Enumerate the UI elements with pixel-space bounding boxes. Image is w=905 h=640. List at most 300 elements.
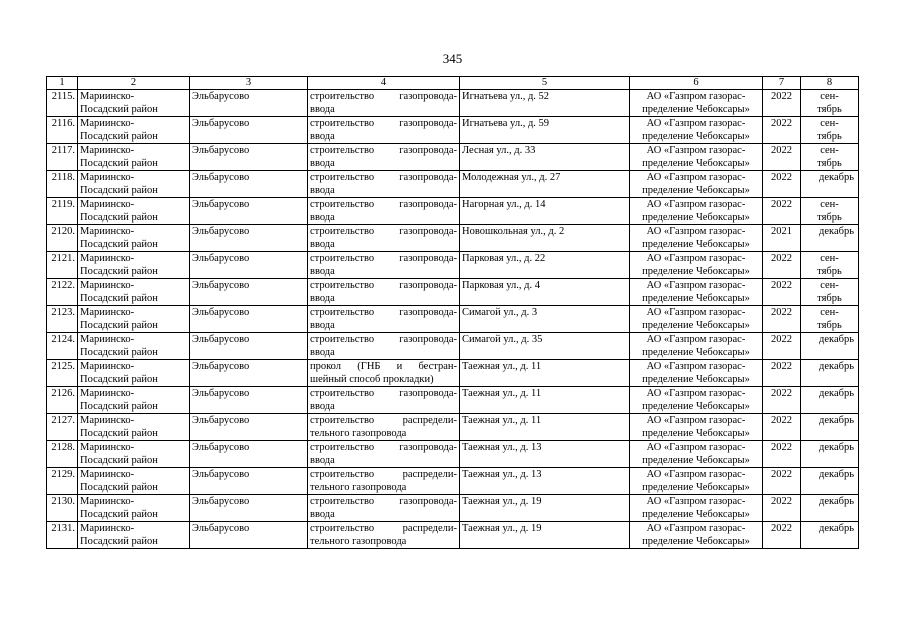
organization-cell (630, 333, 763, 360)
row-number-cell (47, 117, 78, 144)
settlement-name: Эльбарусово (192, 334, 250, 345)
year-value: 2022 (771, 253, 792, 264)
address-text: Игнатьева ул., д. 52 (462, 91, 550, 102)
district-text-line: Мариинско- (80, 91, 135, 102)
work-type-cell (308, 225, 460, 252)
organization-cell (630, 387, 763, 414)
month-line: сен- (820, 253, 839, 264)
work-type-line: прокол (ГНБ и бестран- (310, 361, 457, 372)
district-text-line: Мариинско- (80, 172, 135, 183)
organization-cell (630, 144, 763, 171)
organization-line: пределение Чебоксары» (642, 239, 750, 250)
district-text-line: Посадский район (80, 212, 158, 223)
work-type-line: ввода (310, 158, 335, 169)
address-cell (460, 198, 630, 225)
district-text-line: Мариинско- (80, 253, 135, 264)
district-text-line: Посадский район (80, 401, 158, 412)
organization-line: пределение Чебоксары» (642, 185, 750, 196)
year-cell (763, 171, 801, 198)
settlement-cell (190, 117, 308, 144)
month-line: сен- (820, 91, 839, 102)
settlement-cell (190, 252, 308, 279)
district-text-line: Мариинско- (80, 496, 135, 507)
row-number-cell (47, 360, 78, 387)
address-text: Игнатьева ул., д. 59 (462, 118, 550, 129)
work-type-line: ввода (310, 401, 335, 412)
organization-line: пределение Чебоксары» (642, 104, 750, 115)
year-value: 2022 (771, 199, 792, 210)
district-text-line: Мариинско- (80, 226, 135, 237)
address-text: Симагой ул., д. 3 (462, 307, 538, 318)
settlement-name: Эльбарусово (192, 253, 250, 264)
settlement-cell (190, 387, 308, 414)
year-value: 2022 (771, 172, 792, 183)
row-number: 2115. (51, 91, 75, 102)
year-value: 2022 (771, 361, 792, 372)
work-type-cell (308, 306, 460, 333)
month-line: сен- (820, 145, 839, 156)
organization-line: пределение Чебоксары» (642, 482, 750, 493)
row-number: 2118. (51, 172, 75, 183)
organization-line: пределение Чебоксары» (642, 455, 750, 466)
organization-line: АО «Газпром газорас- (646, 442, 746, 453)
settlement-name: Эльбарусово (192, 172, 250, 183)
work-type-line: строительство газопровода- (310, 253, 457, 264)
organization-line: АО «Газпром газорас- (646, 307, 746, 318)
organization-cell (630, 495, 763, 522)
month-cell (801, 198, 859, 225)
month-line: декабрь (819, 469, 854, 480)
district-text-line: Мариинско- (80, 145, 135, 156)
row-number-cell (47, 495, 78, 522)
year-value: 2022 (771, 469, 792, 480)
month-cell (801, 144, 859, 171)
district-cell (78, 252, 190, 279)
organization-cell (630, 441, 763, 468)
month-line: тябрь (817, 293, 842, 304)
month-line: сен- (820, 307, 839, 318)
column-number: 7 (763, 77, 801, 90)
work-type-line: строительство газопровода- (310, 172, 457, 183)
work-type-cell (308, 522, 460, 549)
settlement-name: Эльбарусово (192, 361, 250, 372)
settlement-name: Эльбарусово (192, 523, 250, 534)
district-cell (78, 144, 190, 171)
month-cell (801, 117, 859, 144)
month-cell (801, 522, 859, 549)
organization-line: пределение Чебоксары» (642, 374, 750, 385)
row-number-cell (47, 414, 78, 441)
organization-line: АО «Газпром газорас- (646, 280, 746, 291)
district-text-line: Посадский район (80, 239, 158, 250)
month-cell (801, 279, 859, 306)
row-number-cell (47, 90, 78, 117)
month-line: тябрь (817, 158, 842, 169)
district-cell (78, 387, 190, 414)
organization-cell (630, 279, 763, 306)
work-type-cell (308, 279, 460, 306)
month-cell (801, 252, 859, 279)
district-text-line: Посадский район (80, 428, 158, 439)
district-text-line: Посадский район (80, 131, 158, 142)
year-cell (763, 441, 801, 468)
settlement-name: Эльбарусово (192, 415, 250, 426)
district-cell (78, 90, 190, 117)
organization-line: АО «Газпром газорас- (646, 145, 746, 156)
work-type-line: шейный способ прокладки) (310, 374, 434, 385)
month-cell (801, 360, 859, 387)
table-row (47, 414, 859, 441)
settlement-cell (190, 306, 308, 333)
month-cell (801, 468, 859, 495)
month-line: тябрь (817, 104, 842, 115)
settlement-name: Эльбарусово (192, 145, 250, 156)
district-text-line: Посадский район (80, 482, 158, 493)
district-text-line: Посадский район (80, 266, 158, 277)
district-cell (78, 495, 190, 522)
month-line: декабрь (819, 523, 854, 534)
organization-cell (630, 117, 763, 144)
organization-cell (630, 90, 763, 117)
work-type-cell (308, 144, 460, 171)
row-number: 2119. (51, 199, 75, 210)
address-text: Нагорная ул., д. 14 (462, 199, 546, 210)
organization-cell (630, 171, 763, 198)
work-type-line: ввода (310, 185, 335, 196)
work-type-line: строительство газопровода- (310, 388, 457, 399)
year-value: 2022 (771, 307, 792, 318)
district-text-line: Мариинско- (80, 307, 135, 318)
work-type-cell (308, 117, 460, 144)
organization-line: пределение Чебоксары» (642, 212, 750, 223)
work-type-cell (308, 387, 460, 414)
row-number-cell (47, 279, 78, 306)
address-text: Парковая ул., д. 22 (462, 253, 546, 264)
month-line: декабрь (819, 442, 854, 453)
year-value: 2022 (771, 334, 792, 345)
month-line: тябрь (817, 212, 842, 223)
row-number-cell (47, 144, 78, 171)
organization-line: АО «Газпром газорас- (646, 199, 746, 210)
settlement-cell (190, 414, 308, 441)
organization-line: АО «Газпром газорас- (646, 469, 746, 480)
organization-cell (630, 252, 763, 279)
row-number: 2120. (51, 226, 75, 237)
year-value: 2022 (771, 496, 792, 507)
address-cell (460, 468, 630, 495)
table-row (47, 252, 859, 279)
month-line: декабрь (819, 334, 854, 345)
settlement-name: Эльбарусово (192, 307, 250, 318)
table-row (47, 495, 859, 522)
row-number-cell (47, 252, 78, 279)
month-line: декабрь (819, 361, 854, 372)
district-text-line: Посадский район (80, 320, 158, 331)
settlement-cell (190, 360, 308, 387)
year-value: 2022 (771, 280, 792, 291)
work-type-line: строительство газопровода- (310, 199, 457, 210)
row-number-cell (47, 387, 78, 414)
address-cell (460, 360, 630, 387)
settlement-cell (190, 495, 308, 522)
row-number: 2128. (51, 442, 75, 453)
month-line: декабрь (819, 388, 854, 399)
settlement-cell (190, 468, 308, 495)
work-type-line: ввода (310, 320, 335, 331)
address-text: Таежная ул., д. 13 (462, 469, 542, 480)
column-number-row (47, 77, 859, 90)
district-cell (78, 414, 190, 441)
address-text: Лесная ул., д. 33 (462, 145, 536, 156)
district-cell (78, 171, 190, 198)
work-type-line: ввода (310, 104, 335, 115)
address-text: Парковая ул., д. 4 (462, 280, 540, 291)
address-cell (460, 387, 630, 414)
row-number: 2131. (51, 523, 75, 534)
work-type-cell (308, 252, 460, 279)
settlement-cell (190, 333, 308, 360)
district-text-line: Мариинско- (80, 280, 135, 291)
row-number: 2123. (51, 307, 75, 318)
table-row (47, 522, 859, 549)
organization-line: АО «Газпром газорас- (646, 361, 746, 372)
organization-cell (630, 522, 763, 549)
district-text-line: Посадский район (80, 104, 158, 115)
work-type-line: строительство распредели- (310, 415, 457, 426)
district-cell (78, 441, 190, 468)
table-row (47, 171, 859, 198)
month-line: тябрь (817, 320, 842, 331)
row-number: 2121. (51, 253, 75, 264)
work-type-line: строительство газопровода- (310, 307, 457, 318)
table-row (47, 144, 859, 171)
organization-line: пределение Чебоксары» (642, 401, 750, 412)
work-type-line: строительство газопровода- (310, 145, 457, 156)
organization-line: пределение Чебоксары» (642, 347, 750, 358)
organization-line: АО «Газпром газорас- (646, 226, 746, 237)
organization-cell (630, 306, 763, 333)
month-line: тябрь (817, 266, 842, 277)
address-cell (460, 252, 630, 279)
organization-line: пределение Чебоксары» (642, 293, 750, 304)
column-number: 5 (460, 77, 630, 90)
month-line: декабрь (819, 172, 854, 183)
year-cell (763, 495, 801, 522)
district-text-line: Мариинско- (80, 469, 135, 480)
district-cell (78, 360, 190, 387)
district-text-line: Посадский район (80, 509, 158, 520)
year-cell (763, 468, 801, 495)
district-text-line: Мариинско- (80, 388, 135, 399)
organization-cell (630, 468, 763, 495)
address-cell (460, 522, 630, 549)
settlement-name: Эльбарусово (192, 91, 250, 102)
year-value: 2022 (771, 442, 792, 453)
district-cell (78, 198, 190, 225)
district-text-line: Посадский район (80, 374, 158, 385)
year-cell (763, 306, 801, 333)
organization-cell (630, 414, 763, 441)
year-cell (763, 117, 801, 144)
district-text-line: Посадский район (80, 293, 158, 304)
column-number: 1 (47, 77, 78, 90)
organization-cell (630, 225, 763, 252)
settlement-name: Эльбарусово (192, 469, 250, 480)
year-value: 2022 (771, 415, 792, 426)
address-cell (460, 333, 630, 360)
organization-line: АО «Газпром газорас- (646, 91, 746, 102)
work-type-line: ввода (310, 266, 335, 277)
row-number-cell (47, 225, 78, 252)
address-text: Таежная ул., д. 19 (462, 523, 542, 534)
work-type-cell (308, 198, 460, 225)
work-type-cell (308, 333, 460, 360)
work-type-line: строительство газопровода- (310, 226, 457, 237)
address-cell (460, 414, 630, 441)
address-text: Таежная ул., д. 11 (462, 361, 542, 372)
settlement-name: Эльбарусово (192, 442, 250, 453)
settlement-cell (190, 441, 308, 468)
year-cell (763, 522, 801, 549)
address-cell (460, 495, 630, 522)
settlement-cell (190, 225, 308, 252)
year-cell (763, 333, 801, 360)
year-value: 2022 (771, 523, 792, 534)
settlement-name: Эльбарусово (192, 388, 250, 399)
work-type-line: тельного газопровода (310, 428, 407, 439)
work-type-line: строительство газопровода- (310, 280, 457, 291)
organization-line: АО «Газпром газорас- (646, 118, 746, 129)
address-text: Новошкольная ул., д. 2 (462, 226, 565, 237)
district-cell (78, 306, 190, 333)
address-text: Молодежная ул., д. 27 (462, 172, 561, 183)
year-cell (763, 90, 801, 117)
row-number-cell (47, 522, 78, 549)
row-number: 2130. (51, 496, 75, 507)
work-type-line: строительство газопровода- (310, 442, 457, 453)
row-number: 2116. (51, 118, 75, 129)
column-number: 2 (78, 77, 190, 90)
district-cell (78, 522, 190, 549)
settlement-name: Эльбарусово (192, 280, 250, 291)
organization-line: пределение Чебоксары» (642, 536, 750, 547)
district-cell (78, 225, 190, 252)
district-cell (78, 117, 190, 144)
year-cell (763, 387, 801, 414)
table-row (47, 90, 859, 117)
year-value: 2021 (771, 226, 792, 237)
month-line: сен- (820, 199, 839, 210)
work-type-line: строительство газопровода- (310, 91, 457, 102)
table-row (47, 117, 859, 144)
table-row (47, 387, 859, 414)
settlement-name: Эльбарусово (192, 496, 250, 507)
column-number: 3 (190, 77, 308, 90)
month-cell (801, 441, 859, 468)
work-type-line: тельного газопровода (310, 536, 407, 547)
table-row (47, 198, 859, 225)
district-text-line: Мариинско- (80, 523, 135, 534)
work-type-cell (308, 441, 460, 468)
work-type-line: строительство распредели- (310, 469, 457, 480)
address-text: Таежная ул., д. 11 (462, 388, 542, 399)
work-type-cell (308, 360, 460, 387)
year-cell (763, 360, 801, 387)
row-number-cell (47, 306, 78, 333)
work-type-cell (308, 90, 460, 117)
organization-line: АО «Газпром газорас- (646, 172, 746, 183)
settlement-name: Эльбарусово (192, 199, 250, 210)
district-text-line: Мариинско- (80, 442, 135, 453)
district-text-line: Мариинско- (80, 361, 135, 372)
organization-line: АО «Газпром газорас- (646, 334, 746, 345)
table-row (47, 468, 859, 495)
year-cell (763, 414, 801, 441)
district-text-line: Посадский район (80, 347, 158, 358)
month-line: декабрь (819, 496, 854, 507)
work-type-line: ввода (310, 347, 335, 358)
month-line: тябрь (817, 131, 842, 142)
year-cell (763, 279, 801, 306)
settlement-cell (190, 522, 308, 549)
organization-cell (630, 360, 763, 387)
settlement-cell (190, 198, 308, 225)
organization-line: пределение Чебоксары» (642, 320, 750, 331)
year-value: 2022 (771, 91, 792, 102)
work-type-line: ввода (310, 455, 335, 466)
district-text-line: Мариинско- (80, 334, 135, 345)
column-number: 4 (308, 77, 460, 90)
organization-line: пределение Чебоксары» (642, 509, 750, 520)
table-row (47, 279, 859, 306)
work-type-cell (308, 414, 460, 441)
district-text-line: Мариинско- (80, 415, 135, 426)
work-type-line: строительство газопровода- (310, 118, 457, 129)
organization-line: АО «Газпром газорас- (646, 523, 746, 534)
district-cell (78, 468, 190, 495)
year-value: 2022 (771, 145, 792, 156)
address-cell (460, 225, 630, 252)
settlement-cell (190, 144, 308, 171)
registry-table (46, 76, 859, 549)
row-number: 2117. (51, 145, 75, 156)
settlement-name: Эльбарусово (192, 226, 250, 237)
district-text-line: Посадский район (80, 536, 158, 547)
organization-line: АО «Газпром газорас- (646, 253, 746, 264)
year-cell (763, 198, 801, 225)
address-cell (460, 90, 630, 117)
organization-line: АО «Газпром газорас- (646, 388, 746, 399)
month-cell (801, 225, 859, 252)
settlement-cell (190, 171, 308, 198)
month-cell (801, 333, 859, 360)
month-cell (801, 90, 859, 117)
row-number-cell (47, 198, 78, 225)
organization-line: АО «Газпром газорас- (646, 496, 746, 507)
address-cell (460, 144, 630, 171)
row-number: 2126. (51, 388, 75, 399)
table-body (47, 77, 859, 549)
year-cell (763, 252, 801, 279)
row-number-cell (47, 441, 78, 468)
month-line: декабрь (819, 415, 854, 426)
work-type-line: строительство газопровода- (310, 334, 457, 345)
settlement-name: Эльбарусово (192, 118, 250, 129)
year-cell (763, 144, 801, 171)
row-number: 2122. (51, 280, 75, 291)
work-type-cell (308, 468, 460, 495)
month-cell (801, 414, 859, 441)
